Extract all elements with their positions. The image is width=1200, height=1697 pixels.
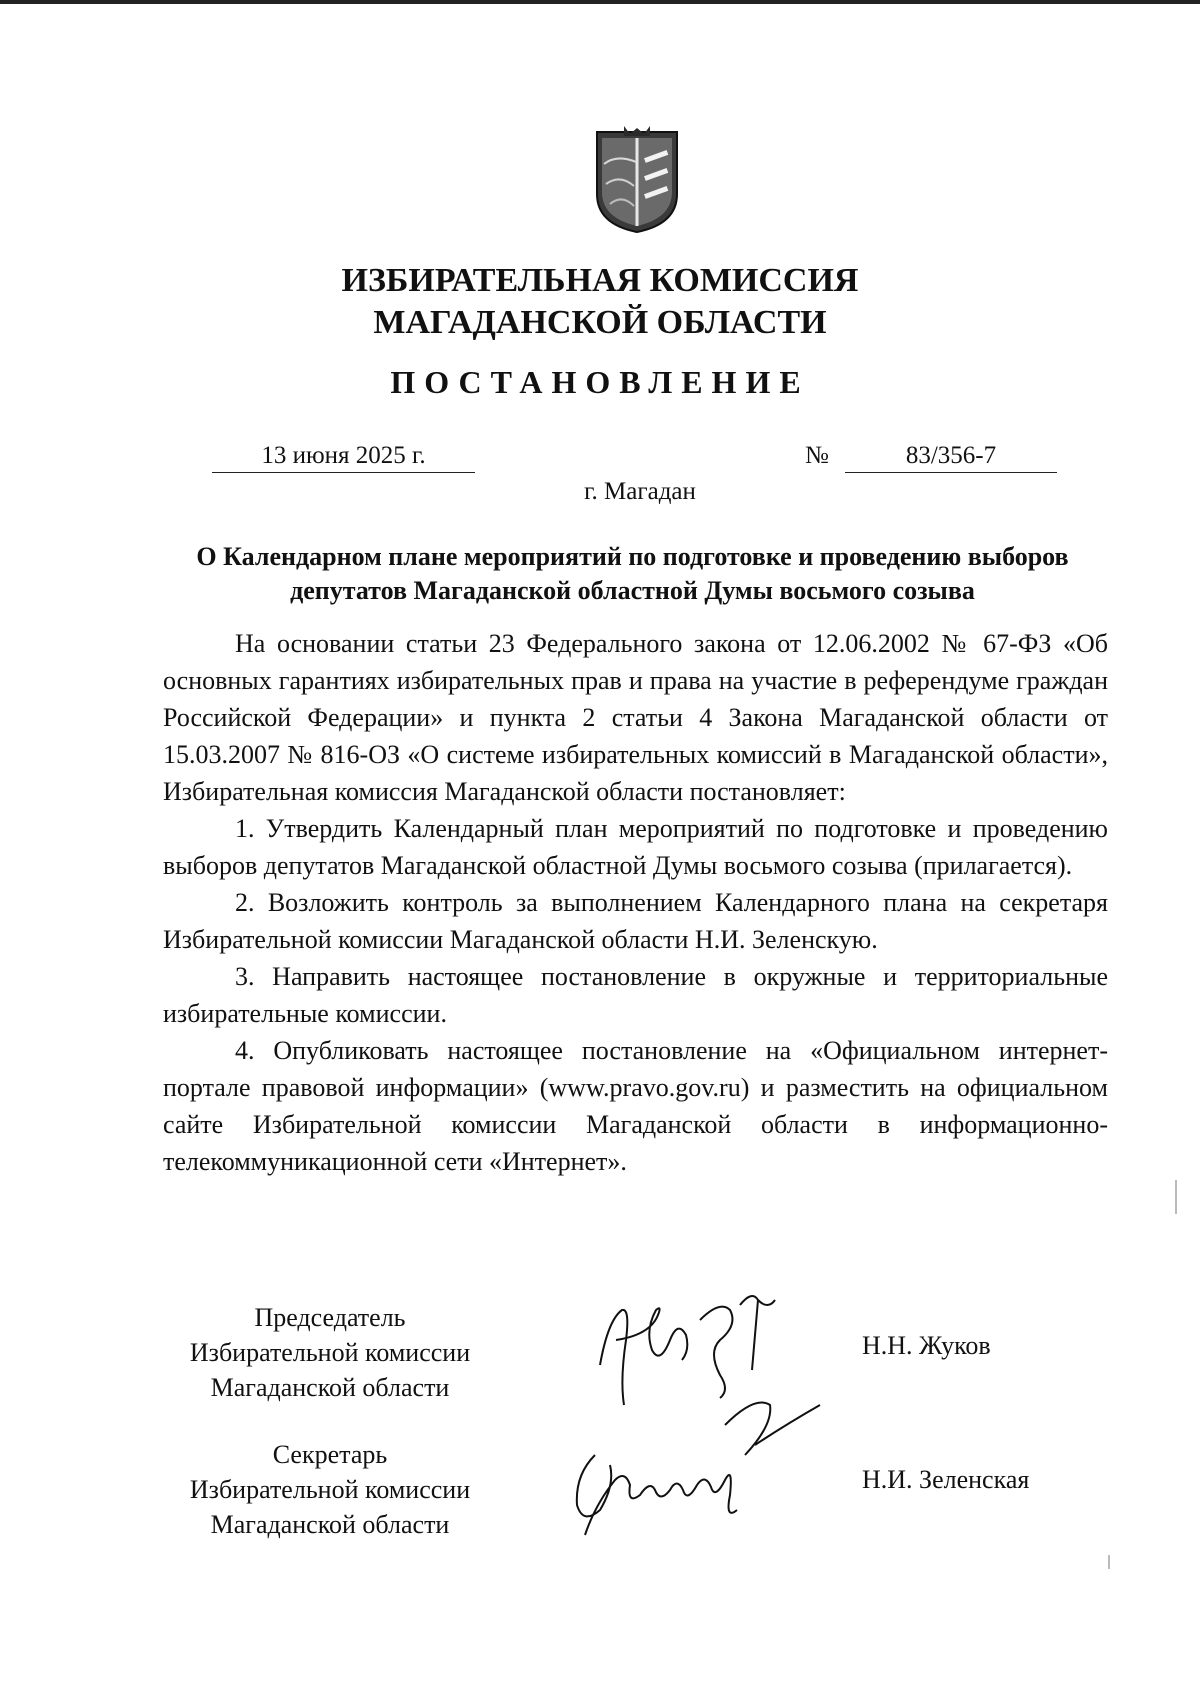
document-body [163,625,1108,1180]
number-sign: № [805,442,829,469]
document-number: 83/356-7 [845,442,1057,473]
resolution-item: 4. Опубликовать настоящее постановление на «Официальном интернет-портале правовой информации» (www.pravo.gov.ru) и разместить на официальном сайте Избирательной комиссии Магаданской области в информационно-телекоммуникационной сети «Интернет». [163,1036,1108,1176]
secretary-name: Н.И. Зеленская [862,1465,1030,1494]
document-date: 13 июня 2025 г. [212,442,475,473]
coat-of-arms-icon [592,124,682,234]
resolution-item: 2. Возложить контроль за выполнением Календарного плана на секретаря Избирательной комиссии Магаданской области Н.И. Зеленскую. [163,888,1108,954]
chairman-name: Н.Н. Жуков [862,1331,991,1360]
scan-top-edge [0,0,1200,4]
resolution-item: 1. Утвердить Календарный план мероприятий по подготовке и проведению выборов депутатов Магаданской областной Думы восьмого созыва (прилагается). [163,814,1108,880]
chairman-title-line: Избирательной комиссии [189,1338,471,1367]
organization-line-1: ИЗБИРАТЕЛЬНАЯ КОМИССИЯ [341,262,859,299]
scan-artifact [1175,1180,1177,1214]
document-city: г. Магадан [584,478,696,505]
organization-name [250,260,950,344]
preamble-paragraph: На основании статьи 23 Федерального закона от 12.06.2002 № 67-ФЗ «Об основных гарантиях избирательных прав и права на участие в референдуме граждан Российской Федерации» и пункта 2 статьи 4 Закона Магаданской области от 15.03.2007 № 816-ОЗ «О системе избирательных комиссий в Магаданской области», Избирательная комиссия Магаданской области постановляет: [163,629,1108,806]
resolution-item: 3. Направить настоящее постановление в окружные и территориальные избирательные комиссии. [163,962,1108,1028]
document-subject: О Календарном плане мероприятий по подготовке и проведению выборов депутатов Магаданской областной Думы восьмого созыва [196,542,1069,605]
chairman-title-line: Председатель [254,1303,406,1332]
secretary-title [160,1437,500,1542]
organization-line-2: МАГАДАНСКОЙ ОБЛАСТИ [373,304,827,341]
chairman-title [160,1300,500,1405]
secretary-signature [555,1385,825,1545]
secretary-title-line: Секретарь [272,1440,388,1469]
scan-artifact [1108,1555,1110,1569]
secretary-title-line: Избирательной комиссии [189,1475,471,1504]
chairman-title-line: Магаданской области [210,1373,450,1402]
document-type: ПОСТАНОВЛЕНИЕ [390,364,810,400]
secretary-title-line: Магаданской области [210,1510,450,1539]
